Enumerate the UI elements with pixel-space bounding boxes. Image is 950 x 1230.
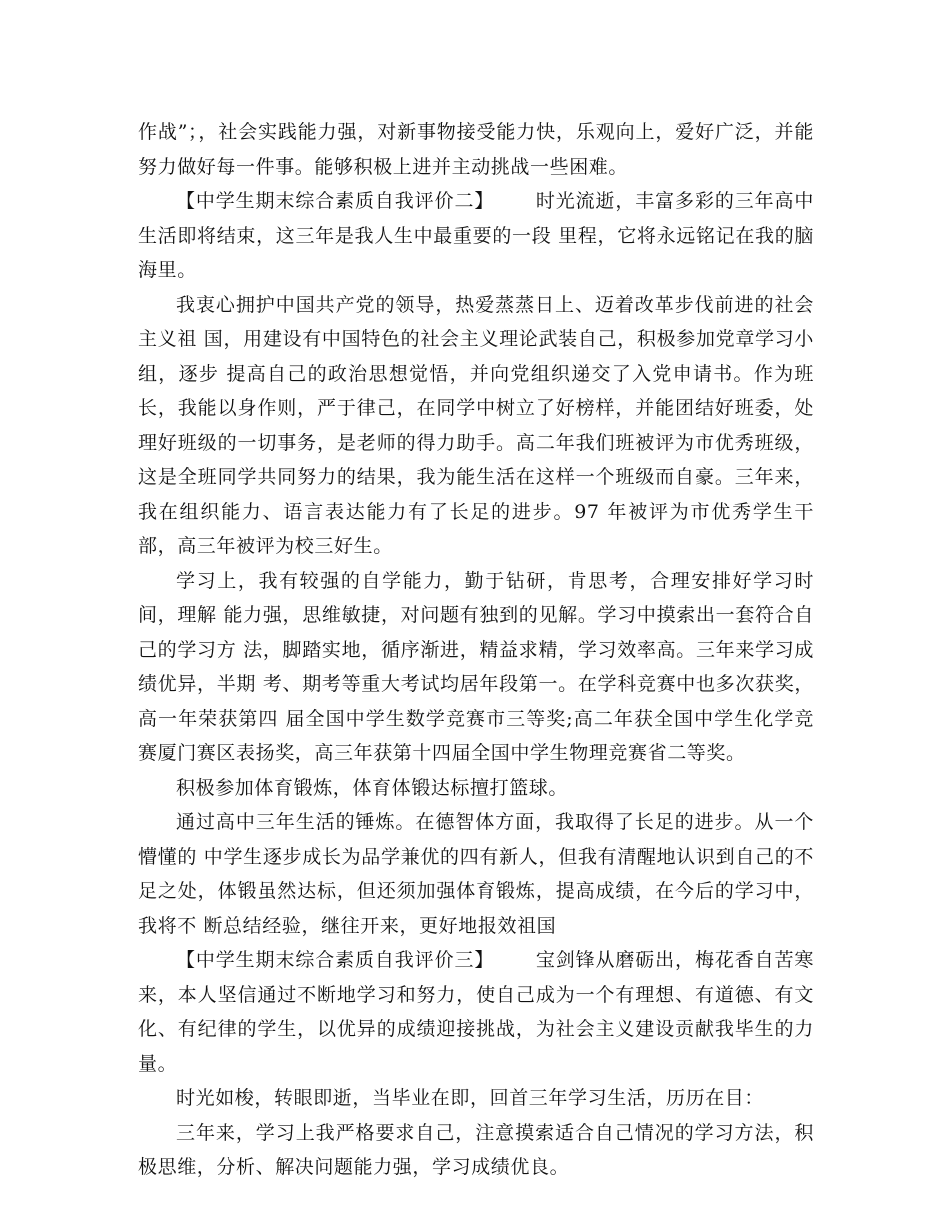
document-body bbox=[138, 115, 814, 1185]
paragraph-3 bbox=[138, 288, 814, 564]
paragraph-6 bbox=[138, 805, 814, 943]
paragraph-text: 积极参加体育锻炼，体育体锻达标擅打篮球。 bbox=[176, 776, 569, 799]
paragraph-text: 通过高中三年生活的锤炼。在德智体方面，我取得了长足的进步。从一个懵懂的 中学生逐步成长为品学兼优的四有新人，但我有清醒地认识到自己的不足之处，体锻虽然达标，但还须加强体育锻炼，提高成绩，在今后的学习中，我将不 断总结经验，继往开来，更好地报效祖国 bbox=[138, 811, 814, 937]
paragraph-text: 时光如梭，转眼即逝，当毕业在即，回首三年学习生活，历历在目： bbox=[176, 1087, 765, 1109]
paragraph-2 bbox=[138, 184, 814, 288]
paragraph-9 bbox=[138, 1116, 814, 1185]
section-heading-3: 【中学生期末综合素质自我评价三】 bbox=[176, 949, 495, 971]
paragraph-8 bbox=[138, 1081, 814, 1116]
paragraph-5 bbox=[138, 771, 814, 806]
paragraph-text: 学习上，我有较强的自学能力，勤于钻研，肯思考，合理安排好学习时间，理解 能力强，思维敏捷，对问题有独到的见解。学习中摸索出一套符合自己的学习方 法，脚踏实地，循序渐进，精益求精，学习效率高。三年来学习成绩优异，半期 考、期考等重大考试均居年段第一。在学科竞赛中也多次获奖，高一年荣获第四 届全国中学生数学竞赛市三等奖;高二年获全国中学生化学竞赛厦门赛区表扬奖，高三年获第十四届全国中学生物理竞赛省二等奖。 bbox=[138, 569, 814, 764]
paragraph-4 bbox=[138, 564, 814, 771]
paragraph-text: 宝剑锋从磨砺出，梅花香自苦寒来，本人坚信通过不断地学习和努力，使自己成为一个有理想、有道德、有文化、有纪律的学生，以优异的成绩迎接挑战，为社会主义建设贡献我毕生的力量。 bbox=[138, 949, 814, 1075]
paragraph-text: 时光流逝，丰富多彩的三年高中生活即将结束，这三年是我人生中最重要的一段 里程，它将永远铭记在我的脑海里。 bbox=[138, 190, 814, 281]
paragraph-7 bbox=[138, 943, 814, 1081]
paragraph-text: 我衷心拥护中国共产党的领导，热爱蒸蒸日上、迈着改革步伐前进的社会主义祖 国，用建设有中国特色的社会主义理论武装自己，积极参加党章学习小组，逐步 提高自己的政治思想觉悟，并向党组织递交了入党申请书。作为班长，我能以身作则，严于律己，在同学中树立了好榜样，并能团结好班委，处理好班级的一切事务，是老师的得力助手。高二年我们班被评为市优秀班级，这是全班同学共同努力的结果，我为能生活在这样一个班级而自豪。三年来，我在组织能力、语言表达能力有了长足的进步。97 年被评为市优秀学生干部，高三年被评为校三好生。 bbox=[138, 293, 814, 557]
paragraph-text: 作战”；，社会实践能力强，对新事物接受能力快，乐观向上，爱好广泛，并能努力做好每一件事。能够积极上进并主动挑战一些困难。 bbox=[138, 121, 814, 178]
paragraph-text: 三年来，学习上我严格要求自己，注意摸索适合自己情况的学习方法，积极思维，分析、解决问题能力强，学习成绩优良。 bbox=[138, 1121, 814, 1178]
section-heading-2: 【中学生期末综合素质自我评价二】 bbox=[176, 190, 495, 212]
paragraph-1 bbox=[138, 115, 814, 184]
